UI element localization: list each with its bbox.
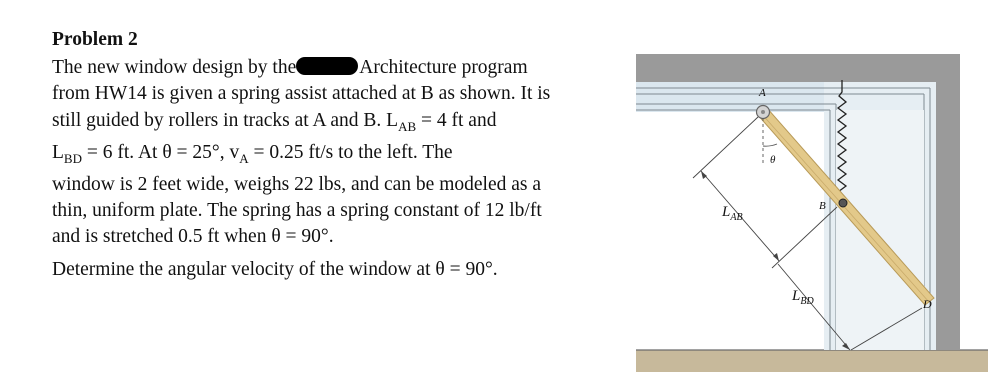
lab-main: L xyxy=(722,204,731,220)
window-mechanism-figure xyxy=(636,50,988,372)
problem-text xyxy=(52,27,627,284)
statement-line-7: and is stretched 0.5 ft when θ = 90°. xyxy=(52,226,334,248)
roller-a-hub xyxy=(761,110,765,114)
statement-line-4 xyxy=(52,140,627,172)
label-a: A xyxy=(759,87,766,99)
line-4-start: L xyxy=(52,141,64,163)
line-4-middle: = 6 ft. At θ = 25°, v xyxy=(81,141,240,163)
floor xyxy=(636,350,988,372)
statement-line-3 xyxy=(52,108,627,140)
roller-b xyxy=(839,199,847,207)
lab-ext-a xyxy=(693,117,758,178)
statement-line-6: thin, uniform plate. The spring has a spring constant of 12 lb/ft xyxy=(52,200,542,221)
label-d: D xyxy=(923,297,932,311)
lab-arrow-bottom xyxy=(773,253,779,261)
line-1-end: Architecture program xyxy=(359,57,528,79)
statement-line-5: window is 2 feet wide, weighs 22 lbs, and can be modeled as a xyxy=(52,173,542,195)
lab-arrow-top xyxy=(701,171,707,179)
lab-subscript: AB xyxy=(398,118,417,134)
line-1-start: The new window design by the xyxy=(52,57,297,79)
label-lbd xyxy=(791,288,814,307)
problem-question: Determine the angular velocity of the window at θ = 90°. xyxy=(52,259,498,281)
lab-sub: AB xyxy=(730,212,743,223)
label-theta: θ xyxy=(770,154,776,166)
lbd-main: L xyxy=(792,288,801,304)
line-4-end: = 0.25 ft/s to the left. The xyxy=(248,141,453,163)
line-3-start: still guided by rollers in tracks at A and B. L xyxy=(52,109,399,131)
problem-title: Problem 2 xyxy=(52,29,138,50)
vertical-beam xyxy=(936,54,960,350)
header-beam xyxy=(636,54,960,82)
inner-glass xyxy=(836,110,924,350)
line-3-end: = 4 ft and xyxy=(416,109,497,131)
problem-statement xyxy=(52,55,627,250)
statement-line-2: from HW14 is given a spring assist attached at B as shown. It is xyxy=(52,83,551,105)
lbd-sub: BD xyxy=(800,296,814,307)
va-subscript: A xyxy=(239,150,249,166)
statement-line-1 xyxy=(52,55,627,81)
lbd-subscript: BD xyxy=(63,150,82,166)
theta-arc xyxy=(763,144,777,146)
redaction-mark xyxy=(296,57,358,75)
label-b: B xyxy=(819,200,826,212)
